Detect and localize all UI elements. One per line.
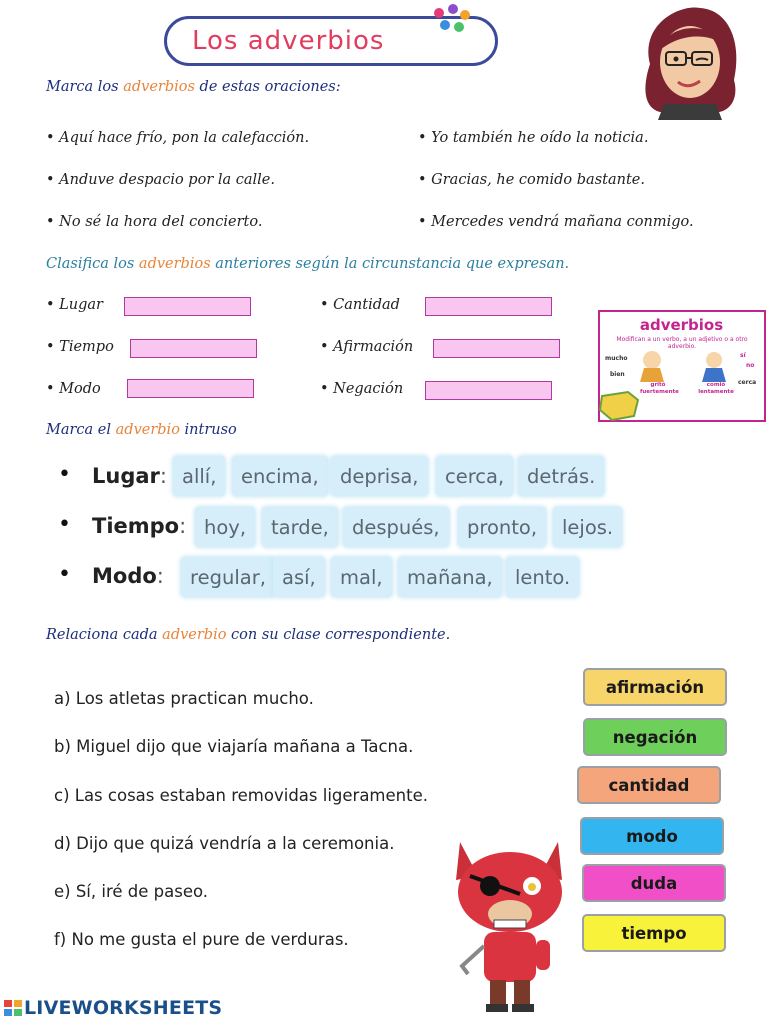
footer-brand: LIVEWORKSHEETS [24, 997, 223, 1019]
instruction-relaciona: Relaciona cada adverbio con su clase correspondiente. [46, 627, 451, 643]
label-modo: • Modo [46, 381, 101, 397]
chip-word[interactable]: regular, [181, 557, 275, 597]
page-title: Los adverbios [192, 26, 385, 56]
foxy-figure [440, 836, 580, 1016]
poster-word: sí [740, 352, 746, 359]
chip-word[interactable]: encima, [232, 456, 328, 496]
chip-word[interactable]: detrás. [518, 456, 604, 496]
answer-field-tiempo[interactable] [130, 339, 257, 358]
decor-dot [448, 4, 458, 14]
poster-word: comió lentamente [698, 382, 734, 395]
chip-word[interactable]: deprisa, [331, 456, 428, 496]
decor-dot [454, 22, 464, 32]
answer-field-afirmacion[interactable] [433, 339, 560, 358]
match-sentence[interactable]: d) Dijo que quizá vendría a la ceremonia. [54, 834, 395, 853]
chip-word[interactable]: tarde, [262, 507, 338, 547]
teacher-avatar [630, 4, 742, 120]
match-sentence[interactable]: a) Los atletas practican mucho. [54, 689, 314, 708]
poster-word: bien [610, 371, 625, 378]
liveworksheets-logo-icon [4, 998, 24, 1018]
row-label-tiempo: Tiempo: [92, 514, 187, 538]
chip-word[interactable]: así, [273, 557, 325, 597]
sentence[interactable]: • Aquí hace frío, pon la calefacción. [46, 130, 310, 146]
decor-dot [440, 20, 450, 30]
category-tiempo[interactable]: tiempo [582, 914, 726, 952]
chip-word[interactable]: después, [343, 507, 449, 547]
match-sentence[interactable]: e) Sí, iré de paseo. [54, 882, 209, 901]
match-sentence[interactable]: f) No me gusta el pure de verduras. [54, 930, 349, 949]
answer-field-cantidad[interactable] [425, 297, 552, 316]
decor-dot [460, 10, 470, 20]
chip-word[interactable]: lejos. [553, 507, 622, 547]
poster-illustration [630, 346, 740, 382]
category-negacion[interactable]: negación [583, 718, 727, 756]
chip-word[interactable]: allí, [173, 456, 225, 496]
sentence[interactable]: • Yo también he oído la noticia. [418, 130, 649, 146]
sentence[interactable]: • Mercedes vendrá mañana conmigo. [418, 214, 694, 230]
instruction-intruso: Marca el adverbio intruso [46, 422, 237, 438]
poster-word: gritó fuertemente [640, 382, 679, 395]
spain-map-icon [598, 388, 642, 422]
bullet: • [58, 562, 71, 587]
chip-word[interactable]: cerca, [436, 456, 513, 496]
label-tiempo: • Tiempo [46, 339, 114, 355]
instruction-classify: Clasifica los adverbios anteriores según la circunstancia que expresan. [46, 256, 570, 272]
label-lugar: • Lugar [46, 297, 103, 313]
poster-subtitle: Modifican a un verbo, a un adjetivo o a otro adverbio. [616, 336, 748, 350]
poster-title: adverbios [639, 316, 724, 334]
row-label-modo: Modo: [92, 564, 164, 588]
label-cantidad: • Cantidad [320, 297, 400, 313]
chip-word[interactable]: mal, [331, 557, 392, 597]
bullet: • [58, 512, 71, 537]
answer-field-lugar[interactable] [124, 297, 251, 316]
answer-field-negacion[interactable] [425, 381, 552, 400]
match-sentence[interactable]: c) Las cosas estaban removidas ligeramente. [54, 786, 428, 805]
bullet: • [58, 462, 71, 487]
instruction-mark-adverbs: Marca los adverbios de estas oraciones: [46, 79, 341, 95]
category-afirmacion[interactable]: afirmación [583, 668, 727, 706]
poster-word: cerca [738, 379, 757, 386]
row-label-lugar: Lugar: [92, 464, 167, 488]
category-duda[interactable]: duda [582, 864, 726, 902]
chip-word[interactable]: mañana, [398, 557, 502, 597]
chip-word[interactable]: hoy, [195, 507, 255, 547]
sentence[interactable]: • No sé la hora del concierto. [46, 214, 263, 230]
sentence[interactable]: • Anduve despacio por la calle. [46, 172, 275, 188]
poster-word: mucho [605, 355, 628, 362]
liveworksheets-logo[interactable] [4, 997, 222, 1019]
chip-word[interactable]: pronto, [458, 507, 546, 547]
category-cantidad[interactable]: cantidad [577, 766, 721, 804]
sentence[interactable]: • Gracias, he comido bastante. [418, 172, 645, 188]
answer-field-modo[interactable] [127, 379, 254, 398]
chip-word[interactable]: lento. [506, 557, 579, 597]
poster-word: no [746, 362, 755, 369]
decor-dot [434, 8, 444, 18]
match-sentence[interactable]: b) Miguel dijo que viajaría mañana a Tacna. [54, 737, 414, 756]
label-afirmacion: • Afirmación [320, 339, 414, 355]
adverbios-poster [598, 310, 766, 422]
label-negacion: • Negación [320, 381, 404, 397]
category-modo[interactable]: modo [580, 817, 724, 855]
